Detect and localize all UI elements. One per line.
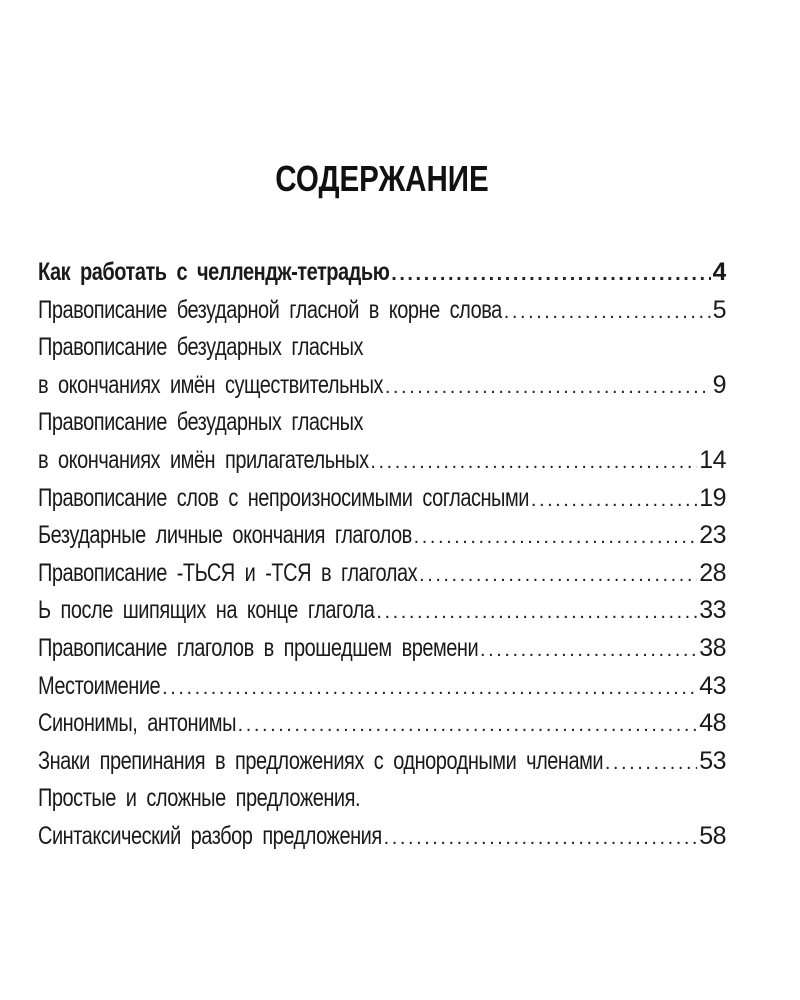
toc-entry-title: Правописание безударной гласной в корне слова: [38, 295, 502, 324]
toc-entry-page: 38: [699, 633, 726, 662]
toc-entry: [38, 367, 726, 405]
toc-dot-leader: [376, 594, 697, 630]
toc-entry-page: 19: [699, 483, 726, 512]
toc-entry-page: 14: [699, 445, 726, 474]
toc-entry-title: Безударные личные окончания глаголов: [38, 521, 412, 550]
toc-dot-leader: [605, 745, 697, 781]
toc-entry-title: Правописание слов с непроизносимыми согласными: [38, 483, 529, 512]
toc-entry: [38, 630, 726, 668]
toc-entry-page: 48: [699, 709, 726, 738]
toc-entry-title: в окончаниях имён прилагательных: [38, 445, 369, 474]
toc-entry: [38, 818, 726, 856]
toc-dot-leader: [238, 707, 698, 743]
toc-entry-title: Знаки препинания в предложениях с однородными членами: [38, 746, 604, 775]
page-title: СОДЕРЖАНИЕ: [275, 158, 489, 199]
toc-entry-title: Ь после шипящих на конце глагола: [38, 596, 375, 625]
table-of-contents: [38, 254, 726, 856]
toc-entry-title: Правописание -ТЬСЯ и -ТСЯ в глаголах: [38, 558, 418, 587]
toc-entry: [38, 517, 726, 555]
toc-entry: [38, 592, 726, 630]
toc-entry-continued: [38, 329, 726, 367]
toc-entry-title: Синтаксический разбор предложения: [38, 821, 382, 850]
toc-entry-title: Простые и сложные предложения.: [38, 784, 361, 813]
toc-dot-leader: [419, 557, 697, 593]
toc-entry-page: 4: [712, 258, 726, 286]
toc-entry-title: в окончаниях имён существительных: [38, 370, 384, 399]
toc-entry: [38, 705, 726, 743]
toc-dot-leader: [480, 632, 697, 668]
toc-entry-page: 28: [699, 558, 726, 587]
toc-entry-title: Как работать с челлендж-тетрадью: [38, 258, 390, 286]
toc-entry-title: Правописание глаголов в прошедшем времени: [38, 633, 479, 662]
toc-entry-title: Правописание безударных гласных: [38, 408, 364, 437]
toc-dot-leader: [385, 369, 711, 405]
toc-dot-leader: [370, 444, 697, 480]
toc-entry: [38, 254, 726, 292]
toc-entry: [38, 555, 726, 593]
toc-entry: [38, 480, 726, 518]
toc-entry: [38, 292, 726, 330]
toc-entry-page: 43: [699, 671, 726, 700]
toc-entry-page: 33: [699, 596, 726, 625]
toc-entry: [38, 668, 726, 706]
toc-dot-leader: [414, 519, 698, 555]
toc-entry-title: Синонимы, антонимы: [38, 709, 236, 738]
toc-entry-page: 23: [699, 521, 726, 550]
toc-dot-leader: [531, 482, 697, 518]
toc-entry-page: 53: [699, 746, 726, 775]
toc-dot-leader: [391, 256, 710, 292]
toc-dot-leader: [384, 820, 698, 856]
toc-entry-page: 58: [699, 821, 726, 850]
toc-dot-leader: [504, 294, 711, 330]
toc-entry: [38, 442, 726, 480]
toc-entry-continued: [38, 404, 726, 442]
toc-entry-page: 5: [712, 295, 726, 324]
toc-entry-title: Правописание безударных гласных: [38, 333, 364, 362]
toc-entry: [38, 743, 726, 781]
toc-entry-title: Местоимение: [38, 671, 161, 700]
toc-entry-page: 9: [712, 370, 726, 399]
toc-dot-leader: [162, 670, 697, 706]
toc-entry-continued: [38, 780, 726, 818]
